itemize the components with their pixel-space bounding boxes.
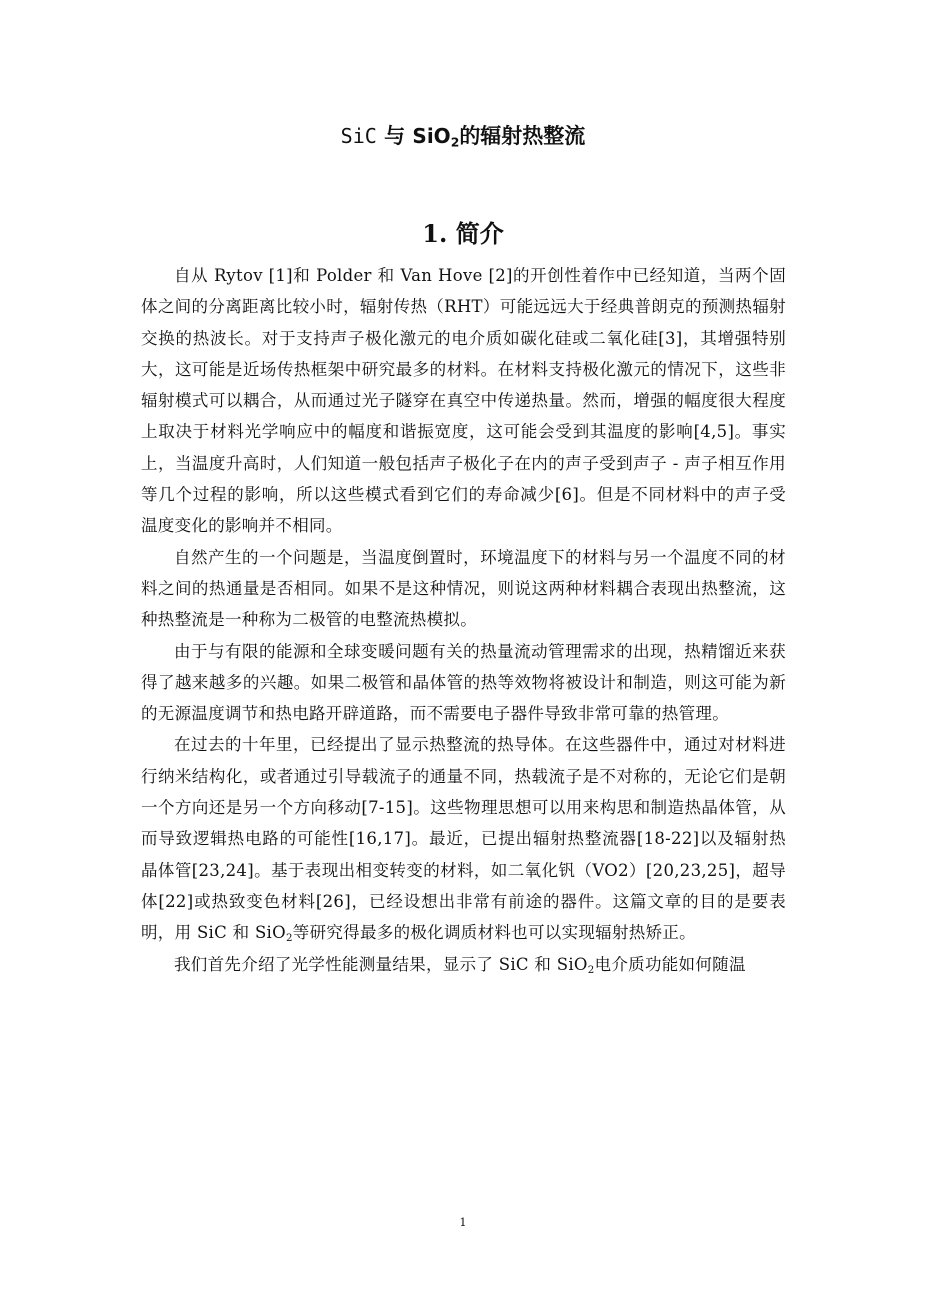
- paragraph-5-text-end: 电介质功能如何随温: [594, 954, 746, 974]
- title-rest: 的辐射热整流: [459, 123, 586, 148]
- paragraph-4-subscript: 2: [285, 933, 293, 945]
- document-title: [0, 118, 926, 154]
- paragraph-1: 自从 Rytov [1]和 Polder 和 Van Hove [2]的开创性着作中已经知道，当两个固体之间的分离距离比较小时，辐射传热（RHT）可能远远大于经典普朗克的预测热辐射交换的热波长。对于支持声子极化激元的电介质如碳化硅或二氧化硅[3]，其增强特别大，这可能是近场传热框架中研究最多的材料。在材料支持极化激元的情况下，这些非辐射模式可以耦合，从而通过光子隧穿在真空中传递热量。然而，增强的幅度很大程度上取决于材料光学响应中的幅度和谐振宽度，这可能会受到其温度的影响[4,5]。事实上，当温度升高时，人们知道一般包括声子极化子在内的声子受到声子 - 声子相互作用等几个过程的影响，所以这些模式看到它们的寿命减少[6]。但是不同材料中的声子受温度变化的影响并不相同。: [141, 266, 786, 536]
- title-subscript: 2: [450, 134, 460, 150]
- paragraph-4-text-end: 等研究得最多的极化调质材料也可以实现辐射热矫正。: [292, 923, 696, 943]
- title-sio2: [412, 124, 459, 148]
- title-sic: SiC: [340, 124, 377, 148]
- page-number: 1: [459, 1216, 467, 1229]
- paragraph-5-subscript: 2: [587, 964, 595, 976]
- paragraph-3: 由于与有限的能源和全球变暖问题有关的热量流动管理需求的出现，热精馏近来获得了越来越多的兴趣。如果二极管和晶体管的热等效物将被设计和制造，则这可能为新的无源温度调节和热电路开辟道路，而不需要电子器件导致非常可靠的热管理。: [141, 641, 786, 724]
- section-heading: 1. 简介: [422, 219, 504, 248]
- paragraph-5: [141, 949, 786, 980]
- paragraph-4-text: 在过去的十年里，已经提出了显示热整流的热导体。在这些器件中，通过对材料进行纳米结构化，或者通过引导载流子的通量不同，热载流子是不对称的，无论它们是朝一个方向还是另一个方向移动[7-15]。这些物理思想可以用来构思和制造热晶体管，从而导致逻辑热电路的可能性[16,17]。最近，已提出辐射热整流器[18-22]以及辐射热晶体管[23,24]。基于表现出相变转变的材料，如二氧化钒（VO2）[20,23,25]，超导体[22]或热致变色材料[26]，已经设想出非常有前途的器件。这篇文章的目的是要表明，用 SiC 和 SiO: [141, 735, 786, 943]
- paragraph-4: [141, 729, 786, 948]
- paragraph-5-text: 我们首先介绍了光学性能测量结果，显示了 SiC 和 SiO: [174, 954, 588, 974]
- paragraph-2: 自然产生的一个问题是，当温度倒置时，环境温度下的材料与另一个温度不同的材料之间的热通量是否相同。如果不是这种情况，则说这两种材料耦合表现出热整流，这种热整流是一种称为二极管的电整流热模拟。: [141, 547, 786, 630]
- document-body: [141, 260, 786, 980]
- title-sio-text: SiO: [412, 124, 451, 148]
- title-connector: 与: [384, 123, 406, 148]
